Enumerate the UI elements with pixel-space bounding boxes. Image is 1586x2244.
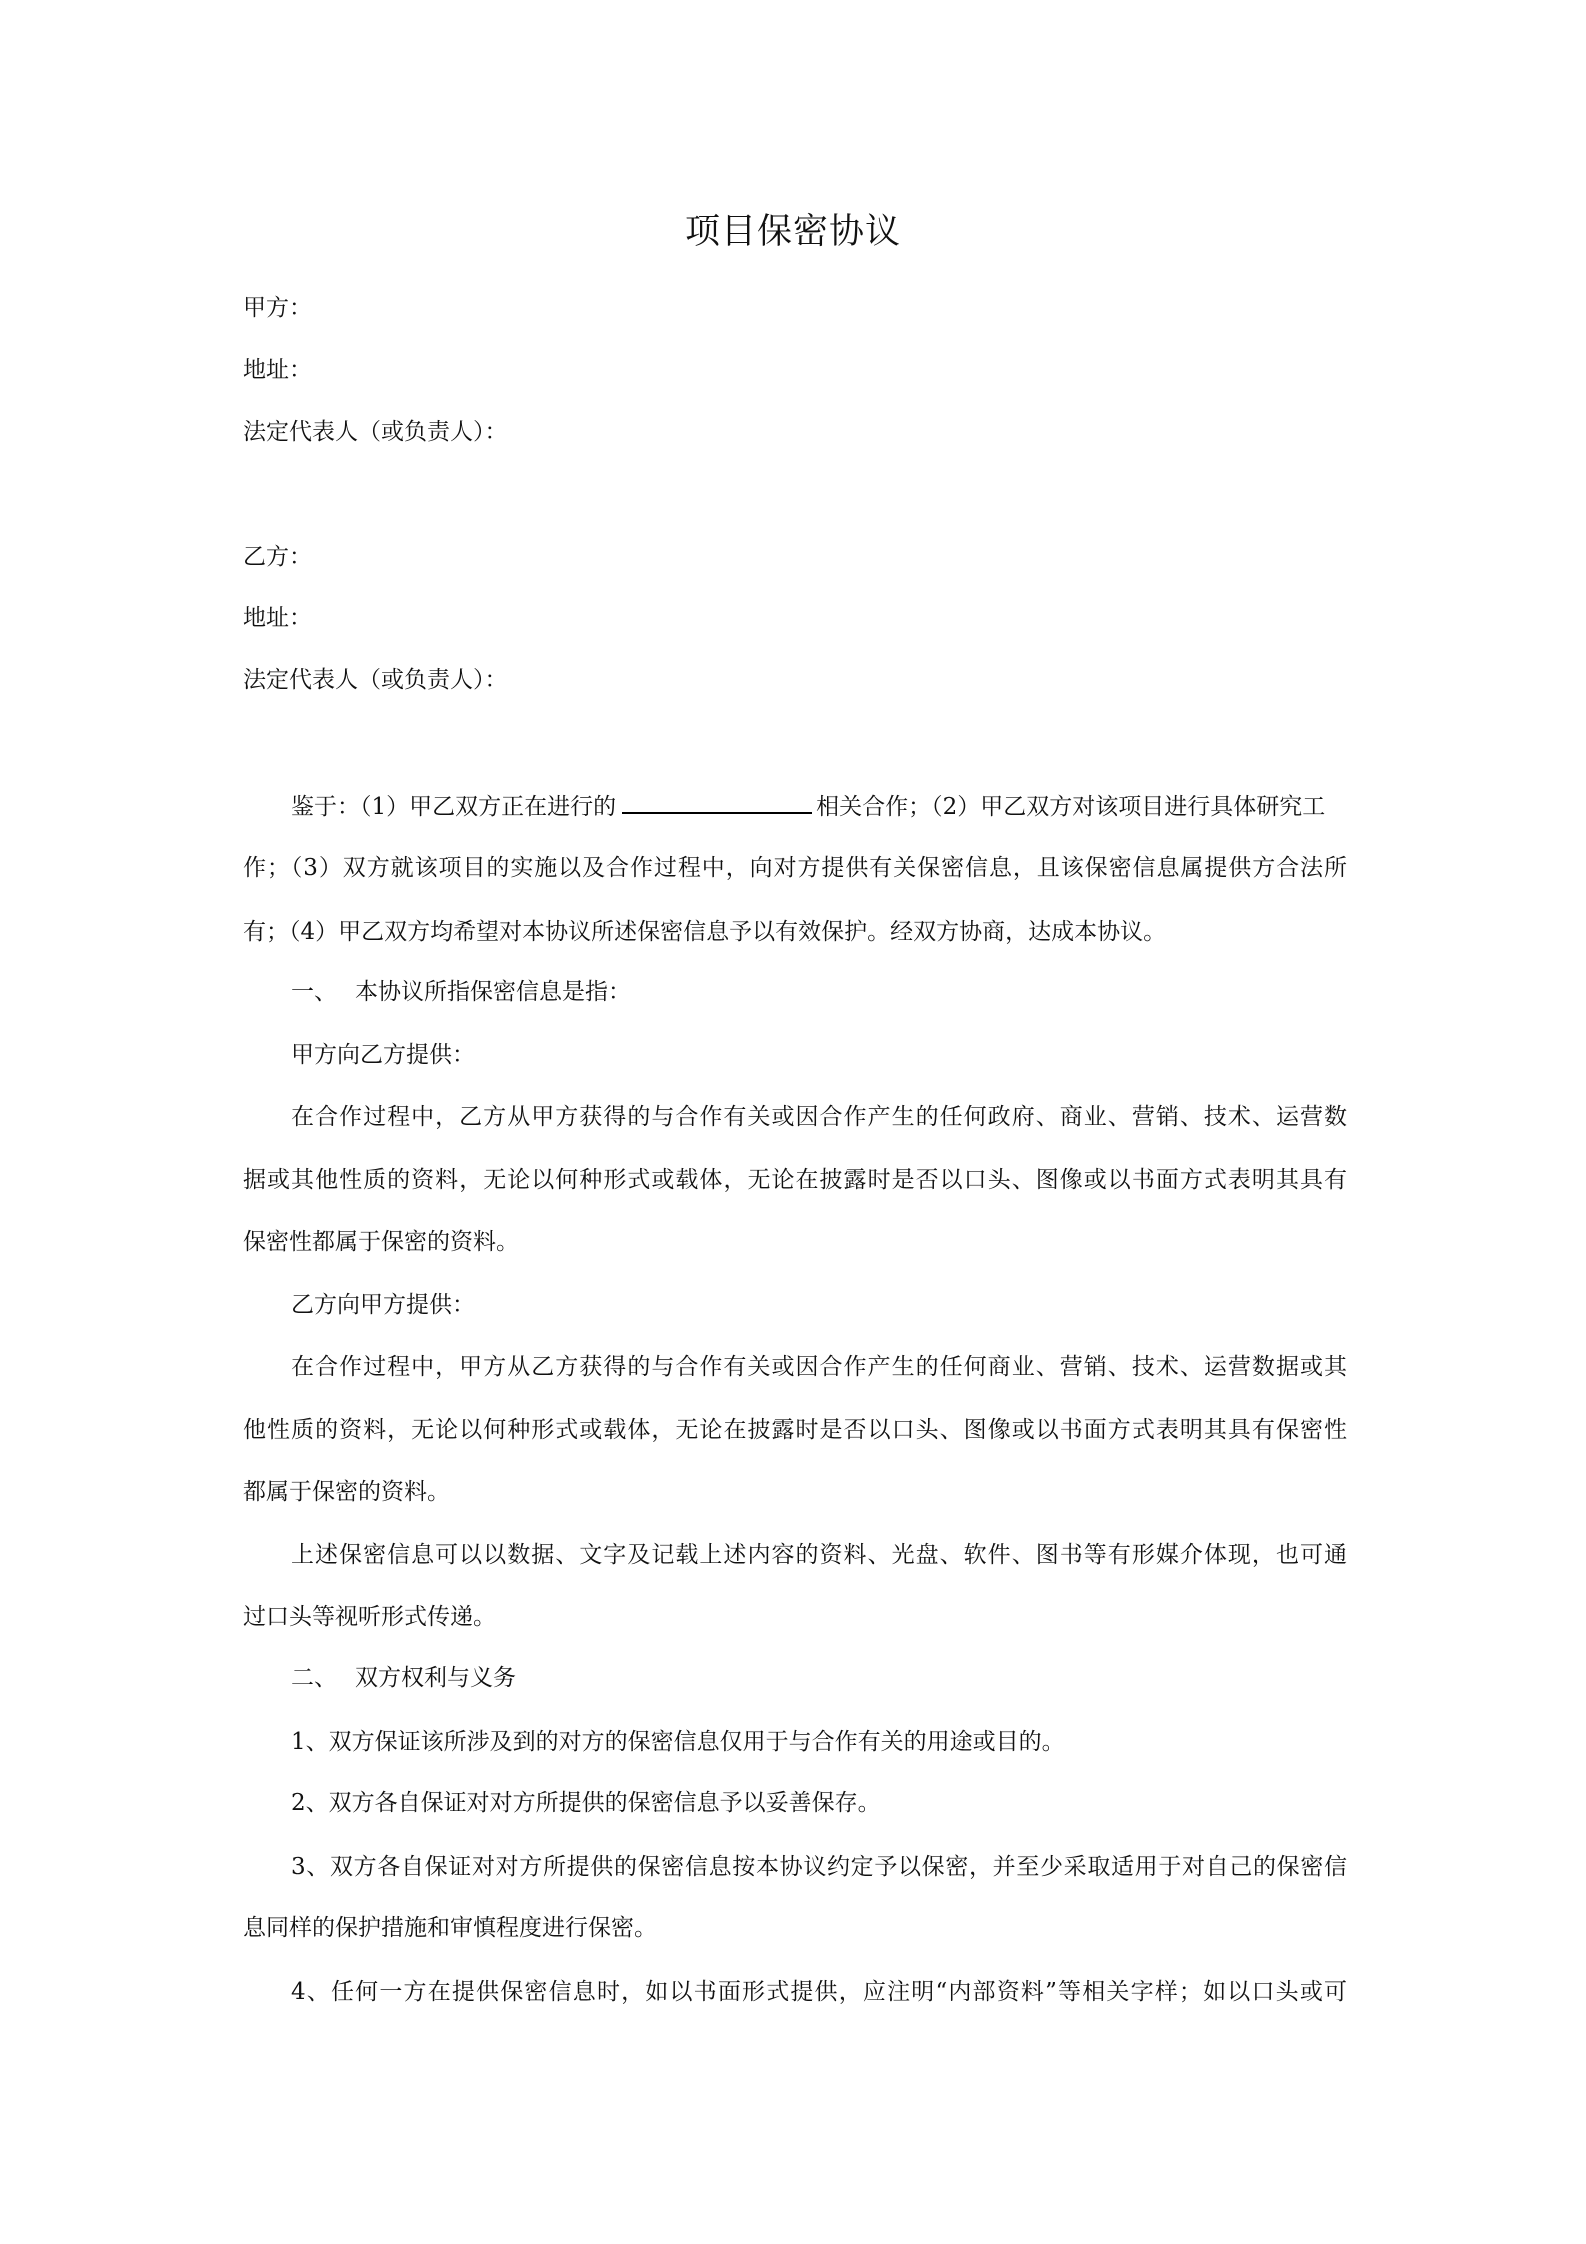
party-a-representative-label: 法定代表人（或负责人）： — [243, 419, 508, 445]
recital-line-1 — [291, 787, 1347, 827]
section-1-number: 一、 — [291, 979, 337, 1005]
section-2-number: 二、 — [291, 1665, 337, 1691]
party-b-name-label: 乙方： — [243, 544, 312, 570]
party-a-address-label: 地址： — [243, 357, 312, 383]
party-b-representative-label: 法定代表人（或负责人）： — [243, 667, 508, 693]
party-b-to-a-line-1: 在合作过程中，甲方从乙方获得的与合作有关或因合作产生的任何商业、营销、技术、运营数据或其 — [291, 1354, 1347, 1380]
section-1-title: 本协议所指保密信息是指： — [355, 979, 631, 1005]
party-a-to-b-line-1: 在合作过程中，乙方从甲方获得的与合作有关或因合作产生的任何政府、商业、营销、技术、运营数 — [291, 1104, 1347, 1130]
section-2-title: 双方权利与义务 — [355, 1665, 516, 1691]
media-line-1: 上述保密信息可以以数据、文字及记载上述内容的资料、光盘、软件、图书等有形媒介体现，也可通 — [291, 1542, 1347, 1568]
recital-text-before-blank: 鉴于：（1）甲乙双方正在进行的 — [291, 794, 617, 820]
document-title: 项目保密协议 — [684, 212, 901, 252]
party-b-address-label: 地址： — [243, 605, 312, 631]
party-a-to-b-line-2: 据或其他性质的资料，无论以何种形式或载体，无论在披露时是否以口头、图像或以书面方式表明其具有 — [243, 1167, 1347, 1193]
clause-1: 1、双方保证该所涉及到的对方的保密信息仅用于与合作有关的用途或目的。 — [291, 1729, 1065, 1755]
project-name-blank[interactable] — [622, 788, 812, 814]
party-a-to-b-label: 甲方向乙方提供： — [291, 1042, 475, 1068]
clause-3-line-1: 3、双方各自保证对对方所提供的保密信息按本协议约定予以保密，并至少采取适用于对自己的保密信 — [291, 1854, 1347, 1880]
party-b-to-a-label: 乙方向甲方提供： — [291, 1292, 475, 1318]
party-b-to-a-line-3: 都属于保密的资料。 — [243, 1479, 450, 1505]
party-a-to-b-line-3: 保密性都属于保密的资料。 — [243, 1229, 519, 1255]
clause-4-line-1: 4、任何一方在提供保密信息时，如以书面形式提供，应注明“内部资料”等相关字样；如以口头或可 — [291, 1979, 1347, 2005]
section-1-heading — [291, 972, 1347, 1012]
media-line-2: 过口头等视听形式传递。 — [243, 1604, 496, 1630]
recital-line-3: 有；（4）甲乙双方均希望对本协议所述保密信息予以有效保护。经双方协商，达成本协议。 — [243, 919, 1167, 945]
recital-line-2: 作；（3）双方就该项目的实施以及合作过程中，向对方提供有关保密信息，且该保密信息属提供方合法所 — [243, 855, 1347, 881]
clause-2: 2、双方各自保证对对方所提供的保密信息予以妥善保存。 — [291, 1790, 881, 1816]
party-b-to-a-line-2: 他性质的资料，无论以何种形式或载体，无论在披露时是否以口头、图像或以书面方式表明其具有保密性 — [243, 1417, 1347, 1443]
clause-3-line-2: 息同样的保护措施和审慎程度进行保密。 — [243, 1915, 657, 1941]
party-a-name-label: 甲方： — [243, 295, 312, 321]
recital-text-after-blank: 相关合作；（2）甲乙双方对该项目进行具体研究工 — [816, 794, 1326, 820]
section-2-heading — [291, 1658, 1347, 1698]
